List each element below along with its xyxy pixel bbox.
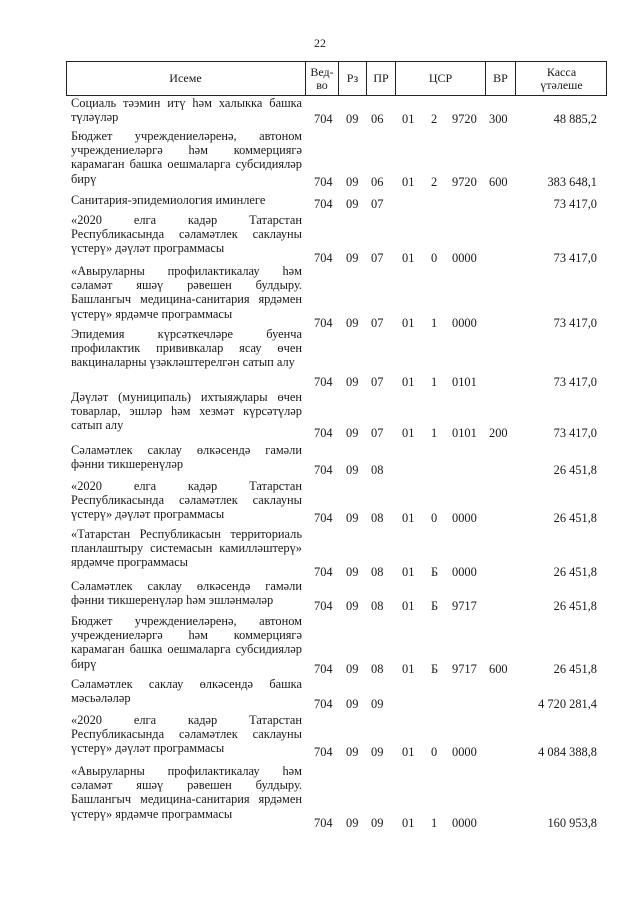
header-name: Исеме <box>66 61 306 96</box>
row-name: «2020 елга кадәр Татарстан Республикасында сәламәтлек саклауны үстерү» дәүләт программасы <box>71 479 302 522</box>
cell-rz: 09 <box>346 375 359 389</box>
cell-csr3: 0000 <box>452 511 477 525</box>
cell-csr1: 01 <box>402 599 415 613</box>
cell-csr1: 01 <box>402 816 415 830</box>
page-number: 22 <box>314 36 326 50</box>
cell-csr1: 01 <box>402 112 415 126</box>
cell-csr1: 01 <box>402 426 415 440</box>
cell-csr3: 9717 <box>452 662 477 676</box>
cell-csr3: 0101 <box>452 426 477 440</box>
row-name: Социаль тәэмин итү һәм халыкка башка түләүләр <box>71 96 302 125</box>
row-name: Сәламәтлек саклау өлкәсендә гамәли фәнни тикшеренүләр <box>71 443 302 472</box>
cell-rz: 09 <box>346 599 359 613</box>
table-row <box>0 129 640 189</box>
cell-pr: 06 <box>371 175 384 189</box>
row-name: Бюджет учреждениеләренә, автоном учреждениеләргә һәм коммерциягә карамаган башка оешмаларга субсидияләр бирү <box>71 614 302 671</box>
header-vr: ВР <box>486 61 516 96</box>
cell-csr3: 0000 <box>452 745 477 759</box>
table-row <box>0 677 640 711</box>
cell-rz: 09 <box>346 112 359 126</box>
cell-csr1: 01 <box>402 745 415 759</box>
table-row <box>0 579 640 613</box>
cell-kassa: 26 451,8 <box>553 463 597 477</box>
cell-pr: 06 <box>371 112 384 126</box>
table-row <box>0 764 640 830</box>
cell-csr2: 0 <box>431 511 438 525</box>
cell-ved: 704 <box>314 375 333 389</box>
cell-csr2: Б <box>431 565 439 579</box>
table-row <box>0 527 640 579</box>
cell-pr: 08 <box>371 565 384 579</box>
cell-pr: 07 <box>371 251 384 265</box>
cell-kassa: 73 417,0 <box>553 251 597 265</box>
cell-csr3: 0000 <box>452 251 477 265</box>
cell-rz: 09 <box>346 316 359 330</box>
table-row <box>0 213 640 265</box>
cell-csr3: 9720 <box>452 175 477 189</box>
cell-kassa: 26 451,8 <box>553 565 597 579</box>
cell-kassa: 383 648,1 <box>547 175 597 189</box>
cell-rz: 09 <box>346 197 359 211</box>
row-name: Сәламәтлек саклау өлкәсендә гамәли фәнни тикшеренүләр һәм эшләнмәләр <box>71 579 302 608</box>
cell-ved: 704 <box>314 463 333 477</box>
cell-pr: 07 <box>371 197 384 211</box>
cell-csr2: Б <box>431 662 439 676</box>
cell-kassa: 73 417,0 <box>553 426 597 440</box>
table-header <box>66 61 607 96</box>
cell-rz: 09 <box>346 697 359 711</box>
cell-ved: 704 <box>314 511 333 525</box>
cell-csr3: 0000 <box>452 565 477 579</box>
cell-csr3: 0000 <box>452 316 477 330</box>
cell-csr1: 01 <box>402 175 415 189</box>
cell-kassa: 160 953,8 <box>547 816 597 830</box>
cell-rz: 09 <box>346 511 359 525</box>
cell-ved: 704 <box>314 599 333 613</box>
row-name: «Авыруларны профилактикалау һәм сәламәт яшәү рәвешен булдыру. Башлангыч медицина-санитария ярдәмен үстерү» ярдәмче программасы <box>71 764 302 821</box>
cell-ved: 704 <box>314 175 333 189</box>
cell-csr1: 01 <box>402 511 415 525</box>
cell-pr: 08 <box>371 463 384 477</box>
header-kassa: Касса үтәлеше <box>540 64 583 92</box>
cell-kassa: 26 451,8 <box>553 511 597 525</box>
row-name: «Татарстан Республикасын территориаль планлаштыру системасын камилләштерү» ярдәмче программасы <box>71 527 302 570</box>
cell-csr2: 1 <box>431 375 438 389</box>
cell-ved: 704 <box>314 251 333 265</box>
cell-pr: 09 <box>371 816 384 830</box>
row-name: «Авыруларны профилактикалау һәм сәламәт яшәү рәвешен булдыру. Башлангыч медицина-санитария ярдәмен үстерү» ярдәмче программасы <box>71 264 302 321</box>
cell-ved: 704 <box>314 426 333 440</box>
cell-csr2: 1 <box>431 316 438 330</box>
cell-pr: 07 <box>371 375 384 389</box>
header-ved: Вед- во <box>306 61 339 96</box>
cell-csr1: 01 <box>402 662 415 676</box>
table-row <box>0 479 640 525</box>
cell-kassa: 73 417,0 <box>553 197 597 211</box>
table-row <box>0 390 640 440</box>
cell-kassa: 4 084 388,8 <box>538 745 597 759</box>
cell-rz: 09 <box>346 662 359 676</box>
header-csr: ЦСР <box>396 61 486 96</box>
cell-rz: 09 <box>346 816 359 830</box>
cell-csr3: 0101 <box>452 375 477 389</box>
cell-csr3: 9720 <box>452 112 477 126</box>
header-pr: ПР <box>367 61 396 96</box>
cell-ved: 704 <box>314 697 333 711</box>
cell-pr: 08 <box>371 511 384 525</box>
cell-kassa: 48 885,2 <box>553 112 597 126</box>
row-name: Сәламәтлек саклау өлкәсендә башка мәсьәләләр <box>71 677 302 706</box>
cell-kassa: 26 451,8 <box>553 662 597 676</box>
table-row <box>0 443 640 477</box>
cell-kassa: 26 451,8 <box>553 599 597 613</box>
cell-rz: 09 <box>346 251 359 265</box>
table-row <box>0 614 640 676</box>
cell-csr2: 2 <box>431 112 438 126</box>
cell-csr2: 2 <box>431 175 438 189</box>
cell-vr: 600 <box>489 662 508 676</box>
cell-pr: 08 <box>371 662 384 676</box>
cell-vr: 200 <box>489 426 508 440</box>
cell-rz: 09 <box>346 463 359 477</box>
cell-csr1: 01 <box>402 565 415 579</box>
cell-rz: 09 <box>346 175 359 189</box>
cell-csr2: 0 <box>431 745 438 759</box>
cell-ved: 704 <box>314 316 333 330</box>
cell-csr1: 01 <box>402 375 415 389</box>
table-row <box>0 327 640 389</box>
cell-csr2: 1 <box>431 426 438 440</box>
row-name: «2020 елга кадәр Татарстан Республикасында сәламәтлек саклауны үстерү» дәүләт программасы <box>71 213 302 256</box>
cell-csr3: 0000 <box>452 816 477 830</box>
cell-rz: 09 <box>346 565 359 579</box>
cell-vr: 300 <box>489 112 508 126</box>
table-row <box>0 193 640 211</box>
cell-pr: 07 <box>371 316 384 330</box>
cell-pr: 09 <box>371 697 384 711</box>
cell-pr: 07 <box>371 426 384 440</box>
cell-kassa: 4 720 281,4 <box>538 697 597 711</box>
cell-ved: 704 <box>314 816 333 830</box>
cell-ved: 704 <box>314 112 333 126</box>
header-rz: Рз <box>339 61 367 96</box>
cell-ved: 704 <box>314 565 333 579</box>
table-row <box>0 96 640 126</box>
cell-csr2: Б <box>431 599 439 613</box>
cell-csr1: 01 <box>402 316 415 330</box>
cell-csr1: 01 <box>402 251 415 265</box>
cell-pr: 08 <box>371 599 384 613</box>
cell-rz: 09 <box>346 426 359 440</box>
cell-vr: 600 <box>489 175 508 189</box>
table-row <box>0 264 640 330</box>
cell-rz: 09 <box>346 745 359 759</box>
cell-kassa: 73 417,0 <box>553 375 597 389</box>
cell-csr3: 9717 <box>452 599 477 613</box>
cell-csr2: 1 <box>431 816 438 830</box>
cell-ved: 704 <box>314 197 333 211</box>
row-name: Санитария-эпидемиология иминлеге <box>71 193 266 207</box>
cell-kassa: 73 417,0 <box>553 316 597 330</box>
row-name: Дәүләт (муниципаль) ихтыяҗлары өчен товарлар, эшләр һәм хезмәт күрсәтүләр сатып алу <box>71 390 302 433</box>
row-name: Эпидемия күрсәткечләре буенча профилактик прививкалар ясау өчен вакциналарны үзәкләштерелгән сатып алу <box>71 327 302 370</box>
row-name: Бюджет учреждениеләренә, автоном учреждениеләргә һәм коммерциягә карамаган башка оешмаларга субсидияләр бирү <box>71 129 302 186</box>
table-row <box>0 713 640 759</box>
cell-ved: 704 <box>314 662 333 676</box>
cell-pr: 09 <box>371 745 384 759</box>
row-name: «2020 елга кадәр Татарстан Республикасында сәламәтлек саклауны үстерү» дәүләт программасы <box>71 713 302 756</box>
cell-ved: 704 <box>314 745 333 759</box>
cell-csr2: 0 <box>431 251 438 265</box>
